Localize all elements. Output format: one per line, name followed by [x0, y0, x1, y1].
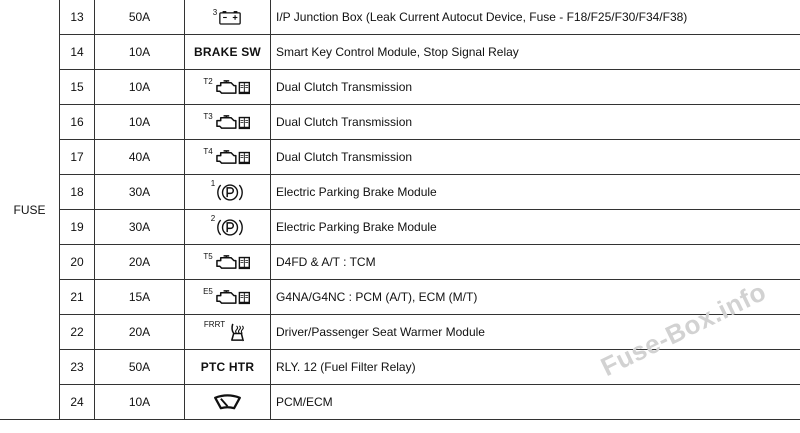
fuse-rating: 10A	[95, 385, 185, 420]
fuse-number: 24	[60, 385, 95, 420]
watermark-text: Fuse-Box.info	[596, 276, 771, 382]
fuse-number: 19	[60, 210, 95, 245]
fuse-number: 17	[60, 140, 95, 175]
symbol-superscript: 1	[210, 178, 216, 188]
fuse-rating: 50A	[95, 350, 185, 385]
symbol-superscript: E5	[203, 286, 213, 296]
fuse-description: D4FD & A/T : TCM	[271, 245, 800, 280]
fuse-description: Electric Parking Brake Module	[271, 175, 800, 210]
fuse-description: G4NA/G4NC : PCM (A/T), ECM (M/T)	[271, 280, 800, 315]
fuse-symbol	[185, 140, 271, 175]
battery-icon	[218, 10, 242, 25]
fuse-rating: 30A	[95, 175, 185, 210]
fuse-rating: 15A	[95, 280, 185, 315]
table-row	[0, 385, 800, 420]
fuse-number: 15	[60, 70, 95, 105]
engine-book-icon	[214, 149, 252, 166]
fuse-description: Dual Clutch Transmission	[271, 70, 800, 105]
parking-brake-icon	[216, 216, 244, 239]
seat-warmer-icon	[226, 322, 251, 343]
fuse-description: Electric Parking Brake Module	[271, 210, 800, 245]
table-row	[0, 210, 800, 245]
table-row	[0, 70, 800, 105]
fuse-description: I/P Junction Box (Leak Current Autocut Device, Fuse - F18/F25/F30/F34/F38)	[271, 0, 800, 35]
fuse-description: Driver/Passenger Seat Warmer Module	[271, 315, 800, 350]
fuse-number: 20	[60, 245, 95, 280]
symbol-icon-group	[203, 146, 251, 166]
table-row	[0, 175, 800, 210]
symbol-icon-group	[203, 251, 251, 271]
symbol-icon-group	[203, 111, 251, 131]
fuse-number: 23	[60, 350, 95, 385]
fuse-rating: 20A	[95, 245, 185, 280]
fuse-number: 16	[60, 105, 95, 140]
table-row	[0, 105, 800, 140]
fuse-symbol	[185, 175, 271, 210]
table-row	[0, 140, 800, 175]
fuse-description: PCM/ECM	[271, 385, 800, 420]
engine-book-icon	[214, 79, 252, 96]
fuse-symbol	[185, 245, 271, 280]
symbol-superscript: FRRT	[203, 319, 226, 329]
symbol-superscript: T4	[203, 146, 213, 156]
fuse-rating: 10A	[95, 105, 185, 140]
symbol-icon-group	[203, 76, 251, 96]
group-label: FUSE	[0, 0, 60, 420]
wiper-icon	[213, 394, 242, 411]
table-row	[0, 245, 800, 280]
symbol-superscript: 2	[210, 213, 216, 223]
fuse-number: 22	[60, 315, 95, 350]
fuse-number: 13	[60, 0, 95, 35]
fuse-rating: 30A	[95, 210, 185, 245]
symbol-icon-group	[203, 319, 251, 343]
fuse-symbol	[185, 280, 271, 315]
symbol-icon-group	[210, 213, 244, 239]
fuse-description: Dual Clutch Transmission	[271, 105, 800, 140]
parking-brake-icon	[216, 181, 244, 204]
symbol-label: BRAKE SW	[194, 45, 261, 59]
engine-book-icon	[214, 289, 252, 306]
fuse-rating: 40A	[95, 140, 185, 175]
symbol-icon-group	[203, 286, 252, 306]
fuse-number: 18	[60, 175, 95, 210]
table-row	[0, 315, 800, 350]
table-row	[0, 0, 800, 35]
fuse-number: 21	[60, 280, 95, 315]
fuse-symbol	[185, 315, 271, 350]
symbol-icon-group	[213, 394, 242, 411]
fuse-symbol	[185, 350, 271, 385]
engine-book-icon	[214, 114, 252, 131]
engine-book-icon	[214, 254, 252, 271]
fuse-symbol	[185, 385, 271, 420]
fuse-rating: 20A	[95, 315, 185, 350]
fuse-number: 14	[60, 35, 95, 70]
table-row	[0, 35, 800, 70]
table-row	[0, 350, 800, 385]
symbol-superscript: T2	[203, 76, 213, 86]
fuse-symbol	[185, 105, 271, 140]
fuse-symbol	[185, 0, 271, 35]
fuse-symbol	[185, 210, 271, 245]
table-row	[0, 280, 800, 315]
fuse-rating: 10A	[95, 35, 185, 70]
fuse-symbol	[185, 70, 271, 105]
fuse-rating: 10A	[95, 70, 185, 105]
symbol-superscript: 3	[212, 7, 218, 17]
fuse-description: Smart Key Control Module, Stop Signal Relay	[271, 35, 800, 70]
symbol-label: PTC HTR	[200, 360, 255, 374]
fuse-rating: 50A	[95, 0, 185, 35]
fuse-description: Dual Clutch Transmission	[271, 140, 800, 175]
symbol-icon-group	[212, 7, 242, 25]
symbol-superscript: T3	[203, 111, 213, 121]
symbol-icon-group	[210, 178, 244, 204]
fuse-symbol	[185, 35, 271, 70]
symbol-superscript: T5	[203, 251, 213, 261]
fuse-description: RLY. 12 (Fuel Filter Relay)	[271, 350, 800, 385]
